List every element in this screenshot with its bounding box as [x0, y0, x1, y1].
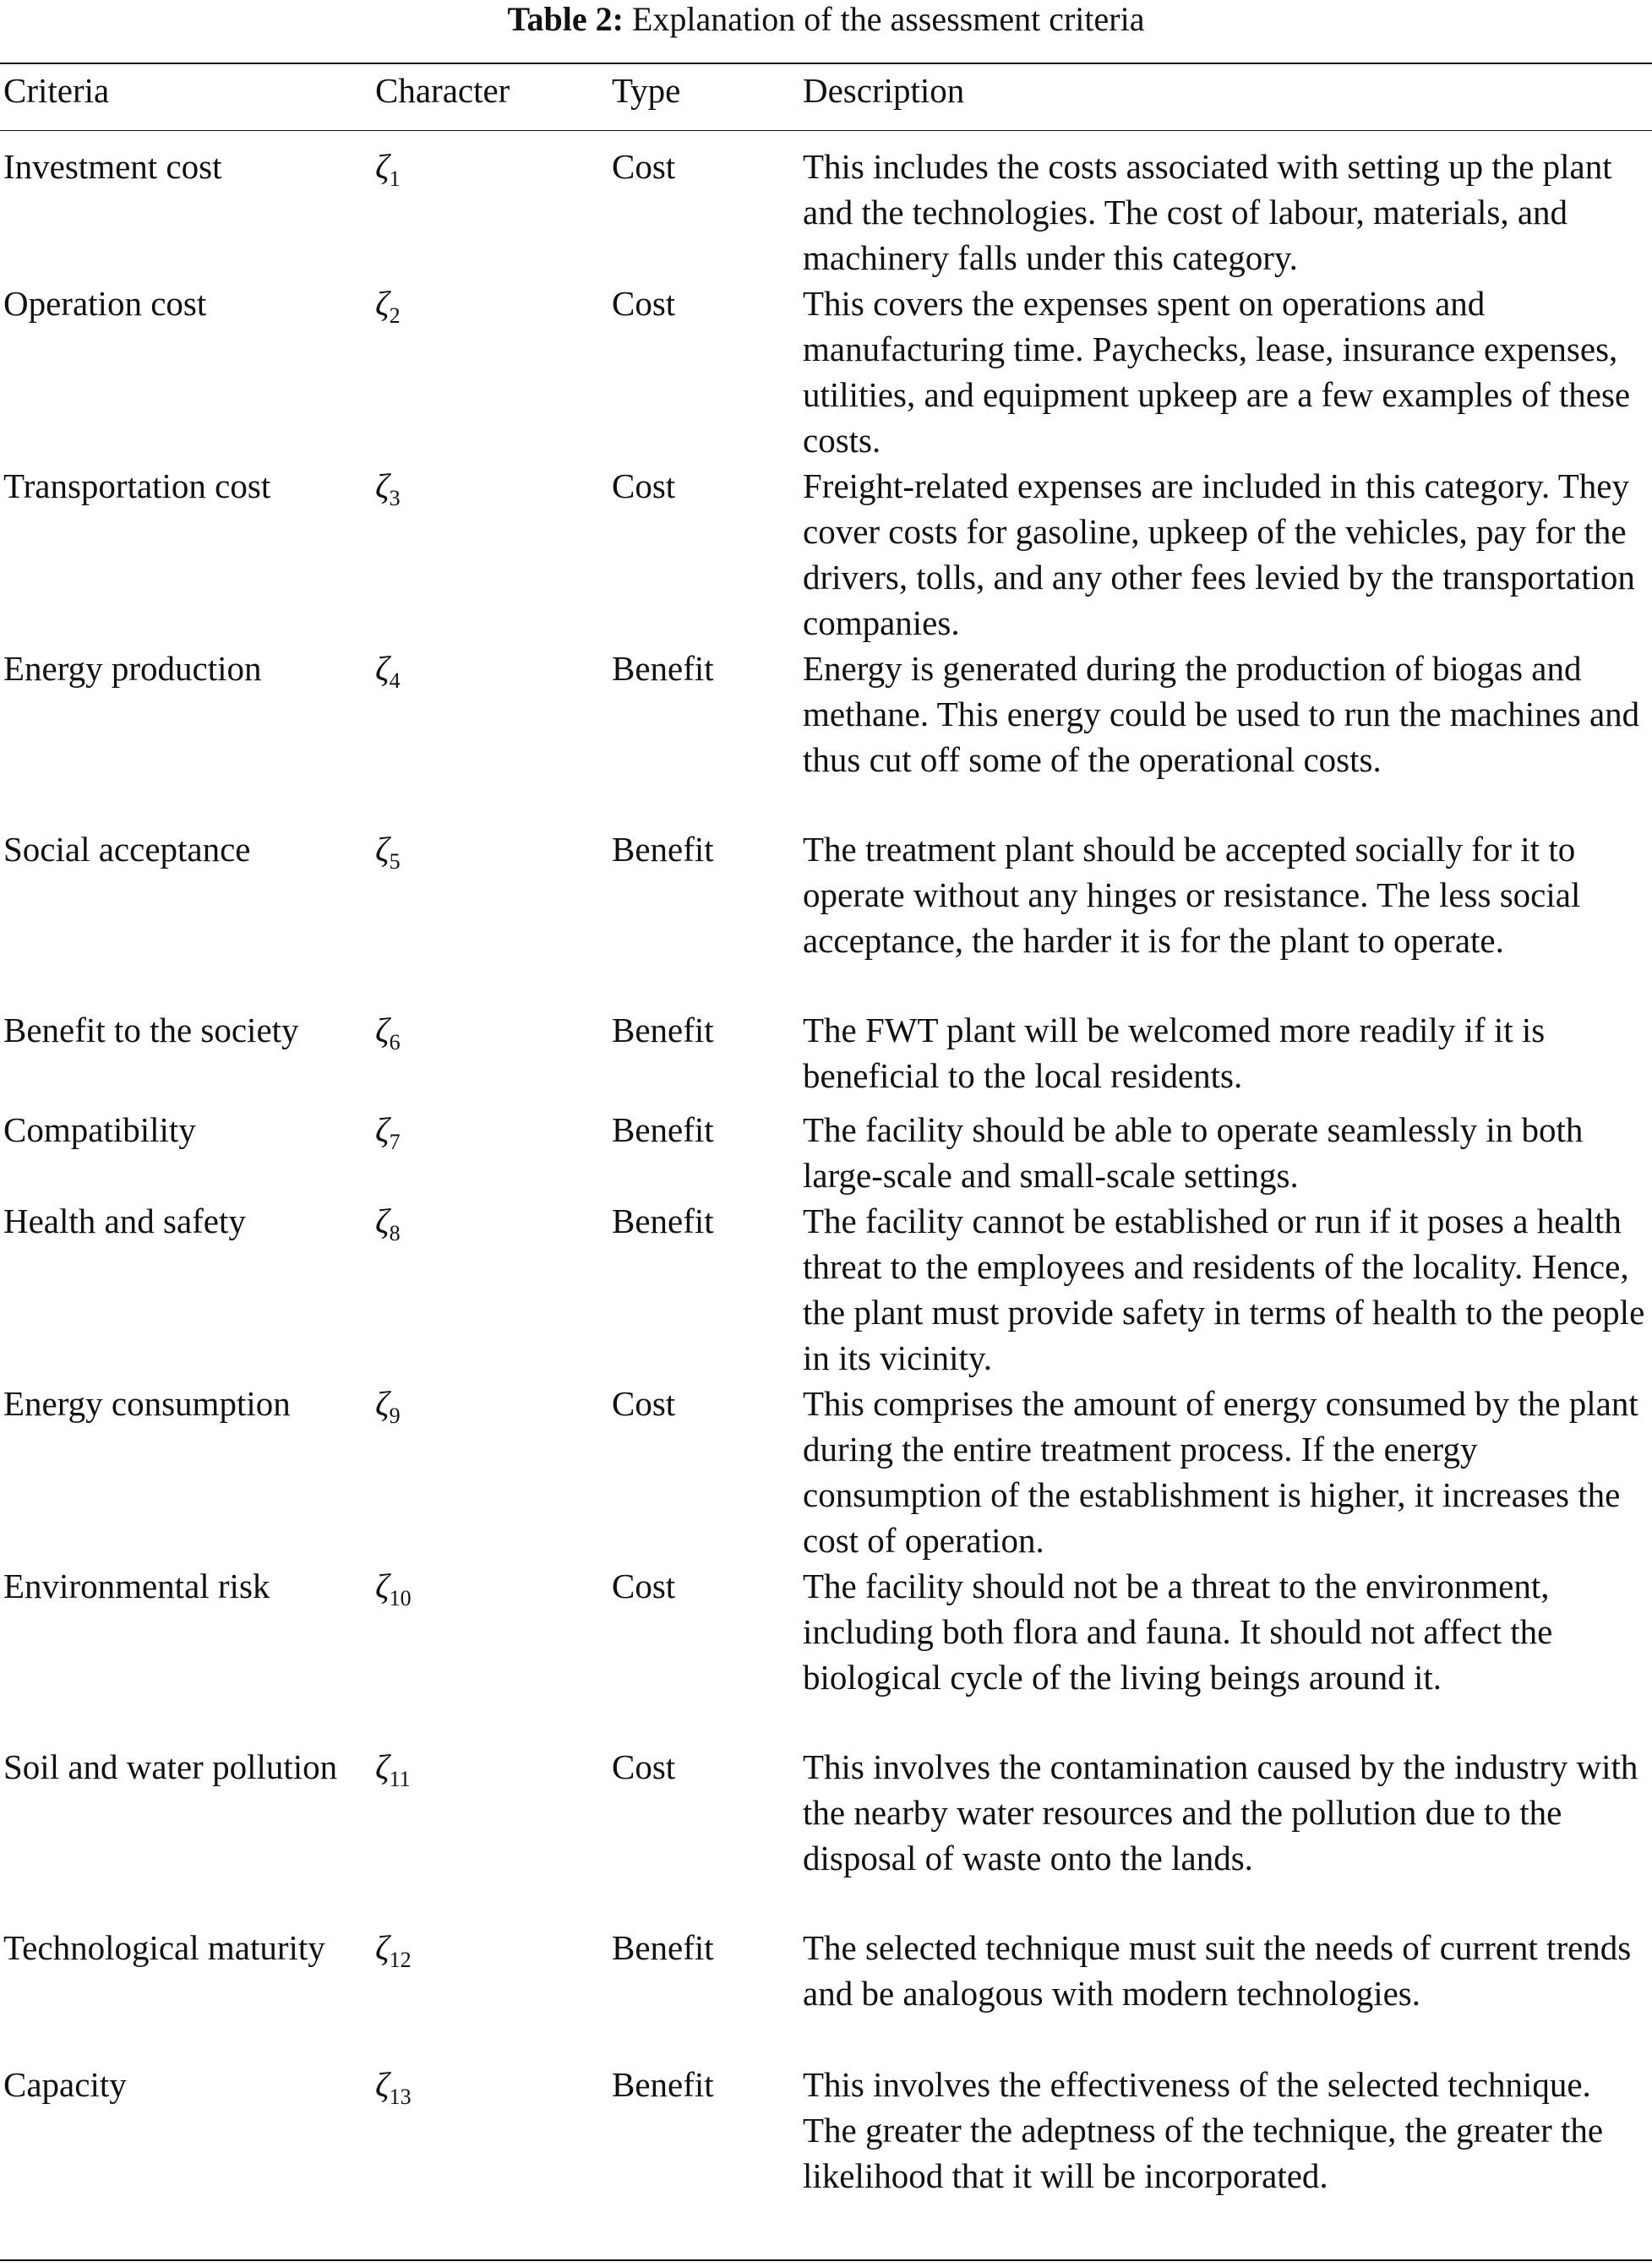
table-row [0, 2062, 1652, 2205]
description-cell: This covers the expenses spent on operations and manufacturing time. Paychecks, lease, insurance expenses, utilities, and equipment upkeep are a few examples of these costs. [803, 284, 1631, 460]
criterion-index: 8 [389, 1221, 401, 1246]
criteria-cell: Environmental risk [3, 1567, 270, 1605]
table-row [0, 1563, 1652, 1744]
table-caption [0, 0, 1652, 39]
criterion-index: 12 [389, 1948, 412, 1973]
type-cell: Cost [612, 284, 676, 323]
criterion-index: 13 [389, 2084, 412, 2110]
type-cell: Benefit [612, 1011, 714, 1049]
criterion-symbol: ζ [375, 1567, 390, 1605]
character-cell [375, 646, 612, 826]
criterion-index: 3 [389, 486, 401, 511]
table-row [0, 1925, 1652, 2062]
criteria-cell: Transportation cost [3, 466, 271, 505]
character-cell [375, 144, 612, 281]
description-cell: The facility should not be a threat to the environment, including both flora and fauna. It should not affect the biological cycle of the living beings around it. [803, 1567, 1553, 1697]
criterion-index: 4 [389, 668, 401, 694]
character-cell [375, 1007, 612, 1107]
type-cell: Cost [612, 1567, 676, 1605]
table-row [0, 1744, 1652, 1925]
criteria-cell: Health and safety [3, 1202, 246, 1240]
character-cell [375, 1925, 612, 2062]
criteria-cell: Operation cost [3, 284, 207, 323]
description-cell: The selected technique must suit the needs of current trends and be analogous with modern technologies. [803, 1928, 1632, 2013]
table-row [0, 463, 1652, 646]
criterion-symbol: ζ [375, 2065, 390, 2104]
type-cell: Benefit [612, 1110, 714, 1149]
criterion-symbol: ζ [375, 147, 390, 186]
description-cell: This comprises the amount of energy consumed by the plant during the entire treatment process. If the energy consumption of the establishment is higher, it increases the cost of operation. [803, 1384, 1638, 1560]
criteria-cell: Soil and water pollution [3, 1747, 338, 1786]
criteria-cell: Capacity [3, 2065, 127, 2104]
table-label: Table 2: [507, 0, 624, 38]
criterion-index: 11 [389, 1767, 411, 1792]
character-cell [375, 826, 612, 1007]
type-cell: Cost [612, 147, 676, 186]
type-cell: Cost [612, 1384, 676, 1423]
character-cell [375, 1744, 612, 1925]
header-rule [0, 130, 1652, 131]
table-row [0, 646, 1652, 826]
description-cell: The facility cannot be established or run if it poses a health threat to the employees and residents of the locality. Hence, the plant must provide safety in terms of health to the people in its vicinity. [803, 1202, 1645, 1377]
criterion-index: 9 [389, 1403, 401, 1429]
type-cell: Cost [612, 1747, 676, 1786]
criteria-cell: Compatibility [3, 1110, 196, 1149]
description-cell: Energy is generated during the production of biogas and methane. This energy could be used to run the machines and thus cut off some of the operational costs. [803, 649, 1640, 779]
criterion-symbol: ζ [375, 830, 390, 869]
criterion-symbol: ζ [375, 284, 390, 323]
bottom-rule [0, 2259, 1652, 2261]
character-cell [375, 2062, 612, 2205]
description-cell: The facility should be able to operate seamlessly in both large-scale and small-scale settings. [803, 1110, 1584, 1195]
criterion-index: 2 [389, 303, 401, 329]
criterion-index: 6 [389, 1030, 401, 1055]
column-header-character: Character [375, 71, 510, 110]
column-header-type: Type [612, 71, 681, 110]
type-cell: Benefit [612, 830, 714, 869]
table-row [0, 826, 1652, 1007]
description-cell: The treatment plant should be accepted socially for it to operate without any hinges or resistance. The less social acceptance, the harder it is for the plant to operate. [803, 830, 1581, 960]
type-cell: Benefit [612, 1202, 714, 1240]
type-cell: Benefit [612, 1928, 714, 1967]
criterion-symbol: ζ [375, 1747, 390, 1786]
description-cell: The FWT plant will be welcomed more readily if it is beneficial to the local residents. [803, 1011, 1546, 1095]
criterion-symbol: ζ [375, 649, 390, 688]
criterion-symbol: ζ [375, 466, 390, 505]
type-cell: Benefit [612, 649, 714, 688]
description-cell: Freight-related expenses are included in this category. They cover costs for gasoline, upkeep of the vehicles, pay for the drivers, tolls, and any other fees levied by the transportation companies. [803, 466, 1635, 642]
table-row [0, 1007, 1652, 1107]
criterion-symbol: ζ [375, 1011, 390, 1049]
table-row [0, 1107, 1652, 1198]
criteria-cell: Energy consumption [3, 1384, 291, 1423]
character-cell [375, 463, 612, 646]
table-title: Explanation of the assessment criteria [631, 0, 1145, 38]
header-row [0, 68, 1652, 135]
column-header-description: Description [803, 71, 965, 110]
criteria-cell: Investment cost [3, 147, 222, 186]
table-row [0, 1198, 1652, 1381]
table-row [0, 1381, 1652, 1563]
criterion-index: 7 [389, 1130, 401, 1155]
criteria-cell: Technological maturity [3, 1928, 325, 1967]
criterion-symbol: ζ [375, 1110, 390, 1149]
type-cell: Benefit [612, 2065, 714, 2104]
description-cell: This involves the effectiveness of the selected technique. The greater the adeptness of the technique, the greater the likelihood that it will be incorporated. [803, 2065, 1604, 2195]
character-cell [375, 1198, 612, 1381]
character-cell [375, 281, 612, 463]
criterion-symbol: ζ [375, 1384, 390, 1423]
column-header-criteria: Criteria [3, 71, 110, 110]
type-cell: Cost [612, 466, 676, 505]
criterion-symbol: ζ [375, 1928, 390, 1967]
character-cell [375, 1107, 612, 1198]
character-cell [375, 1563, 612, 1744]
criteria-cell: Benefit to the society [3, 1011, 299, 1049]
table-row [0, 281, 1652, 463]
criterion-index: 1 [389, 166, 401, 192]
criterion-symbol: ζ [375, 1202, 390, 1240]
character-cell [375, 1381, 612, 1563]
top-rule [0, 63, 1652, 64]
description-cell: This includes the costs associated with setting up the plant and the technologies. The cost of labour, materials, and machinery falls under this category. [803, 147, 1612, 277]
description-cell: This involves the contamination caused by the industry with the nearby water resources and the pollution due to the disposal of waste onto the lands. [803, 1747, 1638, 1877]
criteria-cell: Social acceptance [3, 830, 251, 869]
criterion-index: 5 [389, 849, 401, 875]
criterion-index: 10 [389, 1586, 412, 1611]
criteria-cell: Energy production [3, 649, 262, 688]
table-row [0, 144, 1652, 281]
